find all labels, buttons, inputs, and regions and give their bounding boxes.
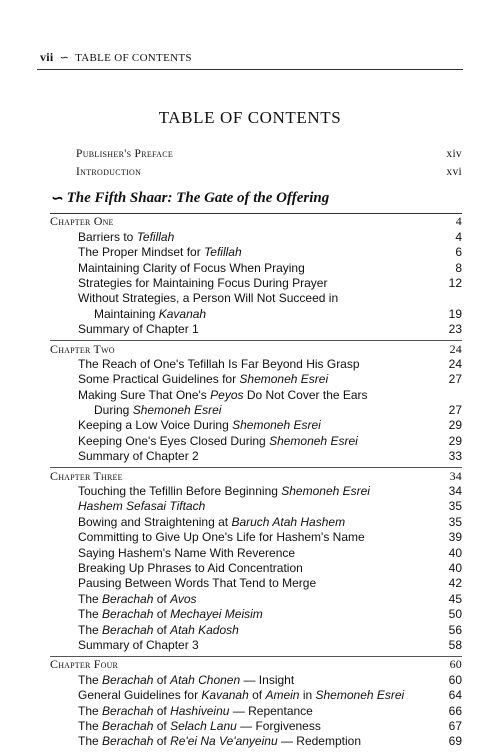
toc-entry[interactable]	[50, 638, 462, 653]
title-italic: Berachah	[102, 703, 154, 718]
title-text: The	[78, 718, 103, 733]
toc-entry-title	[78, 357, 360, 372]
title-italic: Atah Chonen	[170, 672, 241, 687]
title-text: — Redemption	[277, 734, 361, 749]
title-italic: Tefillah	[204, 245, 242, 260]
toc-entry-title	[78, 638, 199, 653]
title-italic: Kavanah	[158, 306, 207, 321]
title-text: The Reach of One's Tefillah Is Far Beyond His Grasp	[78, 356, 360, 371]
title-italic: Berachah	[102, 734, 154, 749]
toc-entry[interactable]	[50, 688, 462, 703]
toc-entry[interactable]	[50, 703, 462, 718]
title-text: The	[78, 672, 103, 687]
title-italic: Shemoneh Esrei	[232, 418, 321, 433]
toc-entry[interactable]	[50, 622, 462, 637]
title-text: The	[78, 734, 103, 749]
toc-entry-title	[78, 704, 313, 719]
toc-entry-title	[78, 418, 321, 433]
toc-entry-title	[78, 623, 239, 638]
toc-entry-page: 69	[448, 734, 462, 749]
running-head	[40, 50, 460, 65]
toc-entry-title	[78, 546, 295, 561]
title-text: Summary of Chapter 1	[78, 322, 199, 337]
title-italic: Tefillah	[136, 229, 175, 244]
running-head-page-number: vii	[40, 50, 54, 64]
toc-entry-title	[94, 307, 206, 322]
toc-entry-page: 33	[448, 449, 462, 464]
toc-entry[interactable]	[50, 672, 462, 687]
title-text: General Guidelines for	[78, 688, 202, 703]
toc-entry[interactable]	[50, 322, 462, 337]
title-text: Making Sure That One's	[78, 387, 211, 402]
front-matter-page: xiv	[446, 148, 462, 160]
title-text: Summary of Chapter 3	[78, 637, 199, 652]
toc-entry[interactable]	[50, 576, 462, 591]
toc-entry-title	[94, 403, 221, 418]
toc-entry-page: 40	[448, 560, 462, 575]
title-text: Strategies for Maintaining Focus During Prayer	[78, 275, 328, 290]
title-text: The	[78, 607, 103, 622]
title-text: of	[153, 672, 171, 687]
toc-entry[interactable]	[50, 403, 462, 418]
title-text: Barriers to	[78, 229, 137, 244]
toc-entry-page: 35	[448, 514, 462, 529]
toc-entry-page: 42	[448, 576, 462, 591]
toc-entry-page: 27	[448, 403, 462, 418]
title-italic: Shemoneh Esrei	[281, 484, 370, 499]
title-text: of	[153, 718, 171, 733]
toc-entry[interactable]	[50, 545, 462, 560]
section-heading	[50, 189, 462, 208]
toc-entry[interactable]	[50, 229, 462, 244]
toc-entry-title	[78, 372, 328, 387]
front-matter-page: xvi	[446, 166, 462, 178]
title-text: in	[299, 688, 316, 703]
toc-entry-page: 29	[448, 433, 462, 448]
toc-entry-page: 27	[448, 372, 462, 387]
chapter-page: 24	[449, 341, 462, 356]
title-text: of	[248, 688, 266, 703]
title-text: Saying Hashem's Name With Reverence	[78, 545, 296, 560]
toc-entry[interactable]	[50, 561, 462, 576]
toc-entry-title	[78, 322, 199, 337]
front-matter-item[interactable]	[76, 145, 462, 163]
title-italic: Avos	[170, 591, 197, 606]
toc-entry-title	[78, 576, 316, 591]
toc-entry[interactable]	[50, 276, 462, 291]
title-italic: Selach Lanu	[170, 718, 237, 733]
header-rule	[37, 69, 463, 70]
front-matter-label: Publisher's Preface	[76, 148, 174, 160]
title-text: Maintaining	[94, 306, 159, 321]
toc-entry-page: 50	[448, 607, 462, 622]
toc-entry[interactable]	[50, 418, 462, 433]
toc-entry-page: 12	[448, 275, 462, 290]
toc-entry-title	[78, 276, 327, 291]
toc-entry-page: 56	[448, 622, 462, 637]
title-italic: Berachah	[102, 718, 154, 733]
toc-entry[interactable]	[50, 433, 462, 448]
title-italic: Baruch Atah Hashem	[231, 514, 346, 529]
chapter-heading[interactable]	[50, 656, 462, 672]
toc-entry-title	[78, 261, 305, 276]
title-italic: Shemoneh Esrei	[269, 433, 358, 448]
title-text: of	[153, 703, 171, 718]
title-italic: Peyos	[210, 387, 244, 402]
toc-entry-title	[78, 561, 303, 576]
toc-entry-title	[78, 515, 345, 530]
toc-entry-title	[78, 673, 294, 688]
toc-entry-title	[78, 245, 242, 260]
title-italic: Hashiveinu	[170, 703, 230, 718]
title-text: of	[153, 734, 171, 749]
title-italic: Shemoneh Esrei	[239, 372, 329, 387]
toc-entry[interactable]	[50, 357, 462, 372]
title-text: Do Not Cover the Ears	[243, 387, 368, 402]
title-text: of	[153, 591, 171, 606]
title-text: — Repentance	[229, 703, 313, 718]
toc-entry-page: 67	[448, 718, 462, 733]
toc-entry-page: 34	[448, 484, 462, 499]
chapter-heading[interactable]	[50, 214, 462, 229]
toc-entry-page: 64	[448, 688, 462, 703]
toc-entry-page: 6	[455, 245, 462, 260]
toc-entry[interactable]	[50, 514, 462, 529]
toc-entry-title	[78, 688, 404, 703]
toc-entry-page: 23	[448, 322, 462, 337]
chapter-heading[interactable]	[50, 340, 462, 356]
title-text: Keeping a Low Voice During	[78, 418, 233, 433]
title-text: The	[78, 622, 103, 637]
toc-entry-title	[78, 291, 338, 306]
toc-entry-page: 60	[448, 672, 462, 687]
title-text: Summary of Chapter 2	[78, 449, 199, 464]
toc-entry[interactable]	[50, 719, 462, 734]
front-matter-label: Introduction	[76, 166, 142, 178]
title-italic: Re'ei Na Ve'anyeinu	[170, 734, 278, 749]
toc-entry-page: 40	[448, 545, 462, 560]
toc-entry-page: 24	[448, 356, 462, 371]
title-text: — Forgiveness	[236, 718, 321, 733]
toc-entry[interactable]	[50, 591, 462, 606]
title-italic: Berachah	[102, 607, 154, 622]
toc-entry-title	[78, 499, 205, 514]
chapter-page: 34	[449, 468, 462, 483]
title-italic: Shemoneh Esrei	[315, 688, 405, 703]
toc-entry[interactable]	[50, 449, 462, 464]
title-italic: Berachah	[102, 622, 154, 637]
toc-entry-title	[78, 719, 321, 734]
title-italic: Kavanah	[201, 688, 249, 703]
toc-entry-page: 29	[448, 418, 462, 433]
toc-entry[interactable]	[50, 306, 462, 321]
chapter-page: 60	[449, 657, 462, 672]
toc-entry-page: 66	[448, 703, 462, 718]
toc-entry-title	[78, 230, 174, 245]
chapter-label: Chapter Four	[50, 657, 119, 672]
title-italic: Shemoneh Esrei	[132, 403, 222, 418]
title-italic: Berachah	[102, 672, 154, 687]
toc-entry[interactable]	[50, 484, 462, 499]
toc-entry-page: 19	[448, 306, 462, 321]
title-text: of	[153, 607, 171, 622]
ornament-icon: ∽	[50, 191, 63, 207]
toc-entry[interactable]	[50, 372, 462, 387]
title-text: Keeping One's Eyes Closed During	[78, 433, 270, 448]
page-title: TABLE OF CONTENTS	[158, 108, 342, 127]
toc-entry-page: 58	[448, 637, 462, 652]
title-italic: Hashem Sefasai Tiftach	[78, 499, 206, 514]
chapter-heading[interactable]	[50, 467, 462, 483]
title-text: The	[78, 703, 103, 718]
toc-entry-title	[78, 592, 197, 607]
front-matter-item[interactable]	[76, 163, 462, 181]
running-head-title: TABLE OF CONTENTS	[75, 51, 192, 64]
title-text: — Insight	[240, 672, 295, 687]
title-text: Pausing Between Words That Tend to Merge	[78, 576, 317, 591]
toc-entry[interactable]	[50, 291, 462, 306]
title-italic: Berachah	[102, 591, 154, 606]
chapter-label: Chapter Three	[50, 468, 123, 483]
toc-entry-page: 39	[448, 530, 462, 545]
front-matter-list	[76, 145, 462, 181]
toc-entry[interactable]	[50, 260, 462, 275]
section-title: The Fifth Shaar: The Gate of the Offering	[66, 190, 330, 206]
toc-entry[interactable]	[50, 607, 462, 622]
toc-entry[interactable]	[50, 499, 462, 514]
toc-entry-page: 35	[448, 499, 462, 514]
toc-entry-title	[78, 607, 263, 622]
title-text: Without Strategies, a Person Will Not Succeed in	[78, 291, 339, 306]
title-text: of	[153, 622, 171, 637]
toc-list	[50, 214, 462, 749]
toc-entry[interactable]	[50, 387, 462, 402]
title-italic: Atah Kadosh	[170, 622, 239, 637]
chapter-page: 4	[455, 214, 462, 229]
toc-entry-title	[78, 388, 368, 403]
toc-entry-title	[78, 484, 370, 499]
title-text: Touching the Tefillin Before Beginning	[78, 484, 282, 499]
title-text: The	[78, 591, 103, 606]
title-text: Bowing and Straightening at	[78, 514, 232, 529]
chapter-label: Chapter Two	[50, 341, 115, 356]
title-text: During	[94, 403, 133, 418]
toc-entry-title	[78, 530, 365, 545]
chapter-label: Chapter One	[50, 214, 114, 229]
ornament-icon: ∽	[59, 52, 70, 64]
toc-entry-title	[78, 434, 358, 449]
title-text: Committing to Give Up One's Life for Hashem's Name	[78, 530, 365, 545]
toc-entry-page: 8	[455, 260, 462, 275]
title-text: The Proper Mindset for	[78, 245, 205, 260]
toc-entry[interactable]	[50, 734, 462, 749]
toc-entry-title	[78, 449, 199, 464]
toc-entry[interactable]	[50, 530, 462, 545]
title-text: Maintaining Clarity of Focus When Praying	[78, 260, 305, 275]
toc-entry-title	[78, 734, 361, 749]
toc-entry-page: 4	[455, 229, 462, 244]
title-italic: Mechayei Meisim	[170, 607, 263, 622]
title-text: Some Practical Guidelines for	[78, 372, 240, 387]
title-text: Breaking Up Phrases to Aid Concentration	[78, 560, 303, 575]
toc-entry-page: 45	[448, 591, 462, 606]
title-italic: Amein	[265, 688, 300, 703]
toc-entry[interactable]	[50, 245, 462, 260]
